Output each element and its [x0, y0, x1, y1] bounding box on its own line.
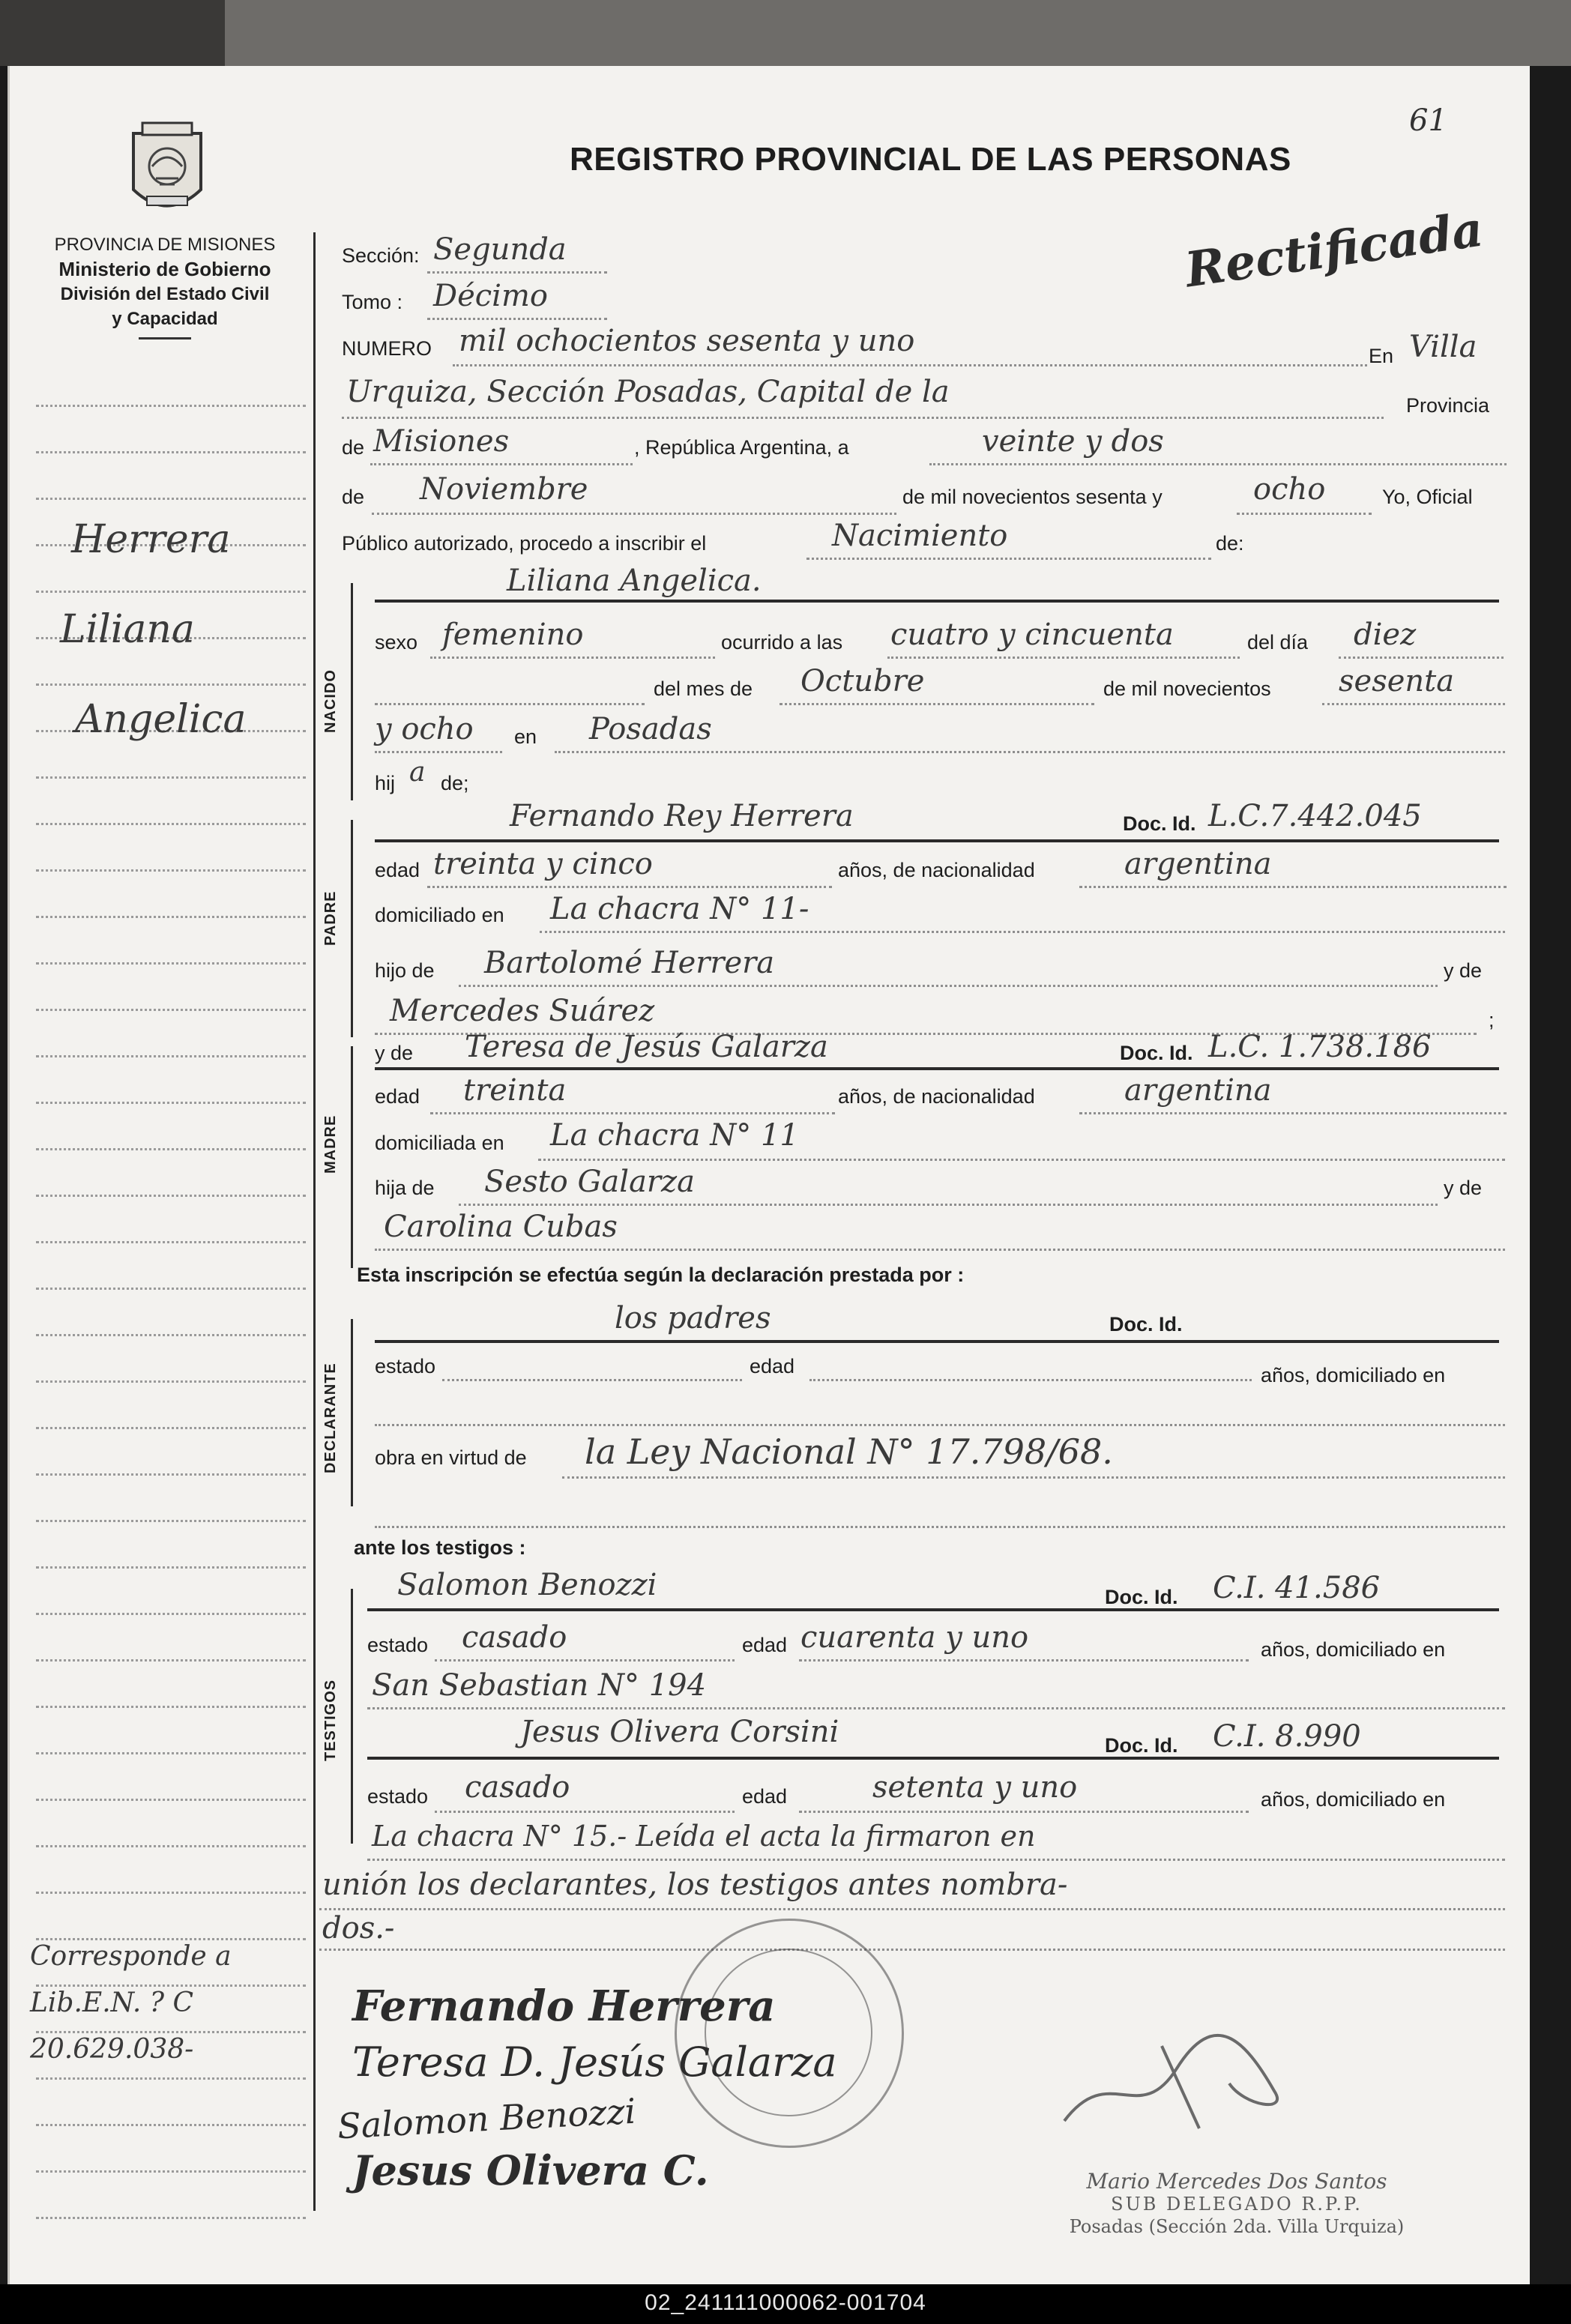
margin-ruled-line: [36, 1799, 306, 1801]
en-value: Villa: [1409, 330, 1477, 364]
padre-name-line: [375, 839, 1499, 842]
testigos-tag: TESTIGOS: [322, 1679, 339, 1761]
margin-ruled-line: [36, 498, 306, 500]
anio-value-1: sesenta: [1339, 664, 1455, 698]
anio-line-1: [1322, 703, 1505, 705]
lugar-line: [555, 751, 1505, 753]
tomo-line: [427, 318, 607, 320]
padre-tag: PADRE: [322, 890, 339, 946]
mes-pre-line: [375, 703, 645, 705]
padre-yde-label: y de: [1444, 959, 1483, 982]
madre-yde2-label: y de: [1444, 1177, 1483, 1199]
margin-ruled-line: [36, 1288, 306, 1290]
testigo2-dom: La chacra N° 15.- Leída el acta la firmaron en: [372, 1820, 1036, 1853]
margin-ruled-line: [36, 1752, 306, 1754]
margin-note-1: Corresponde a: [30, 1941, 232, 1972]
testigo1-estado-line: [435, 1659, 735, 1661]
obra-value: la Ley Nacional N° 17.798/68.: [585, 1431, 1113, 1472]
margin-ruled-line: [36, 2170, 306, 2173]
padre-doc-value: L.C.7.442.045: [1208, 799, 1422, 833]
declarante-estado-line: [442, 1379, 742, 1381]
scan-background-top: [0, 0, 1571, 66]
margin-ruled-line: [36, 2124, 306, 2126]
margin-ruled-line: [36, 591, 306, 593]
nacido-tag: NACIDO: [322, 669, 339, 733]
declarante-doc-label: Doc. Id.: [1109, 1313, 1183, 1335]
padre-dom-value: La chacra N° 11-: [550, 892, 809, 926]
closing-line-2-rule: [319, 1949, 1505, 1951]
madre-madre-line: [375, 1249, 1505, 1251]
signature-witness-2: Jesus Olivera C.: [352, 2146, 709, 2194]
padre-nac-line: [1079, 886, 1507, 888]
nacido-name: Liliana Angelica.: [507, 564, 762, 598]
seccion-label: Sección:: [342, 244, 420, 267]
mil-label: de mil novecientos: [1103, 677, 1271, 700]
issuer-province: PROVINCIA DE MISIONES: [54, 235, 276, 255]
declarante-dom-line: [375, 1424, 1505, 1426]
margin-ruled-line: [36, 1613, 306, 1615]
testigo2-estado: casado: [465, 1770, 570, 1805]
padre-nac-value: argentina: [1124, 847, 1272, 881]
padre-edad-label: edad: [375, 859, 420, 881]
margin-name-1: Liliana: [60, 607, 195, 652]
padre-dom-line: [540, 931, 1505, 933]
testigo2-doc: C.I. 8.990: [1213, 1719, 1361, 1754]
rectification-note: Rectificada: [1181, 201, 1487, 299]
numero-value: mil ochocientos sesenta y uno: [459, 324, 915, 358]
margin-ruled-line: [36, 1520, 306, 1522]
testigo2-dom-line: [367, 1859, 1505, 1861]
dia-label: del día: [1247, 631, 1309, 654]
testigos-intro: ante los testigos :: [354, 1536, 526, 1559]
month-line: [372, 513, 896, 515]
margin-ruled-line: [36, 962, 306, 965]
issuer-ministry: Ministerio de Gobierno: [58, 258, 271, 280]
margin-divider: [313, 232, 316, 2211]
obra-label: obra en virtud de: [375, 1446, 527, 1469]
padre-doc-label: Doc. Id.: [1123, 812, 1196, 835]
closing-line-1: unión los declarantes, los testigos antes nombra-: [322, 1868, 1068, 1902]
testigo2-edad-label: edad: [742, 1785, 788, 1808]
testigo2-doc-label: Doc. Id.: [1105, 1734, 1178, 1757]
testigo1-doc: C.I. 41.586: [1213, 1571, 1381, 1605]
padre-semicolon: ;: [1489, 1009, 1495, 1031]
hijo-de-label: de;: [441, 772, 469, 794]
madre-edad-value: treinta: [463, 1073, 567, 1108]
day-value: veinte y dos: [982, 424, 1164, 459]
margin-ruled-line: [36, 823, 306, 825]
margin-ruled-line: [36, 1659, 306, 1661]
hijo-label: hij: [375, 772, 396, 794]
madre-hija-line: [459, 1204, 1438, 1206]
act-line: [806, 558, 1211, 560]
padre-madre-value: Mercedes Suárez: [390, 994, 655, 1028]
testigo1-estado-label: estado: [367, 1634, 429, 1656]
issuer-division: División del Estado Civil: [60, 284, 270, 304]
margin-ruled-line: [36, 1334, 306, 1336]
de2-label: de: [342, 486, 365, 508]
closing-line-1-rule: [319, 1908, 1505, 1910]
hora-value: cuatro y cincuenta: [890, 618, 1174, 652]
margin-ruled-line: [36, 1566, 306, 1569]
declarante-edad-line: [809, 1379, 1252, 1381]
padre-hijo-label: hijo de: [375, 959, 435, 982]
signature-father: Fernando Herrera: [352, 1982, 776, 2031]
margin-ruled-line: [36, 1985, 306, 1987]
testigo1-name: Salomon Benozzi: [397, 1568, 657, 1602]
madre-anios-label: años, de nacionalidad: [838, 1085, 1035, 1108]
declarante-name-line: [375, 1340, 1499, 1343]
madre-hija-label: hija de: [375, 1177, 435, 1199]
mes-line: [780, 703, 1094, 705]
testigo2-anios-label: años, domiciliado en: [1261, 1788, 1446, 1811]
margin-ruled-line: [36, 916, 306, 918]
testigo1-edad-line: [799, 1659, 1249, 1661]
declarante-intro: Esta inscripción se efectúa según la declaración prestada por :: [357, 1264, 965, 1286]
madre-name: Teresa de Jesús Galarza: [465, 1030, 828, 1064]
official-name: Mario Mercedes Dos Santos: [1086, 2169, 1387, 2194]
provincial-crest-icon: [126, 118, 208, 227]
numero-label: NUMERO: [342, 337, 432, 360]
provincia-label: Provincia: [1406, 394, 1490, 417]
margin-ruled-line: [36, 405, 306, 407]
nacido-name-line: [375, 600, 1499, 603]
official-role: SUB DELEGADO R.P.P.: [1111, 2194, 1363, 2215]
closing-line-2: dos.-: [322, 1911, 395, 1946]
de-line: [370, 463, 633, 465]
margin-note-3: 20.629.038-: [30, 2034, 194, 2065]
margin-surname: Herrera: [71, 517, 231, 562]
year-line: [1237, 513, 1372, 515]
sexo-value: femenino: [442, 618, 584, 652]
de-label: de: [342, 436, 365, 459]
margin-ruled-line: [36, 1195, 306, 1197]
testigo2-estado-label: estado: [367, 1785, 429, 1808]
madre-name-line: [375, 1067, 1499, 1070]
padre-hijo-line: [459, 985, 1438, 987]
margin-ruled-line: [36, 1055, 306, 1057]
madre-edad-label: edad: [375, 1085, 420, 1108]
anio-line-2: [375, 751, 502, 753]
margin-name-2: Angelica: [75, 697, 247, 742]
ocurrido-label: ocurrido a las: [721, 631, 843, 654]
seccion-line: [427, 271, 607, 274]
official-place: Posadas (Sección 2da. Villa Urquiza): [1069, 2216, 1405, 2237]
numero-line: [453, 364, 1367, 366]
hijo-value: a: [409, 757, 426, 788]
issuer-divider: [139, 337, 191, 339]
de-value: Misiones: [373, 424, 510, 459]
seccion-value: Segunda: [433, 232, 567, 267]
margin-ruled-line: [36, 2031, 306, 2033]
lugar-value: Posadas: [589, 712, 712, 746]
margin-ruled-line: [36, 1241, 306, 1243]
year-value: ocho: [1253, 472, 1326, 507]
margin-ruled-line: [36, 1380, 306, 1383]
padre-edad-value: treinta y cinco: [433, 847, 653, 881]
yo-oficial-label: Yo, Oficial: [1382, 486, 1473, 508]
padre-dom-label: domiciliado en: [375, 904, 504, 926]
testigo1-estado: casado: [462, 1620, 567, 1655]
margin-ruled-line: [36, 1706, 306, 1708]
testigo2-name-line: [367, 1757, 1499, 1760]
margin-ruled-line: [36, 451, 306, 453]
declarante-estado-label: estado: [375, 1355, 436, 1377]
declarante-name: los padres: [615, 1301, 771, 1335]
testigo1-dom-line: [367, 1707, 1505, 1709]
testigo2-estado-line: [435, 1811, 735, 1813]
padre-hijo-value: Bartolomé Herrera: [484, 946, 775, 980]
testigo2-edad: setenta y uno: [872, 1770, 1078, 1805]
declarante-tag: DECLARANTE: [322, 1362, 339, 1473]
official-signature-scribble-icon: [1049, 2016, 1319, 2143]
tomo-value: Décimo: [433, 279, 548, 313]
margin-ruled-line: [36, 2217, 306, 2219]
sexo-label: sexo: [375, 631, 418, 654]
madre-dom-label: domiciliada en: [375, 1132, 504, 1154]
margin-ruled-line: [36, 1148, 306, 1150]
tomo-label: Tomo :: [342, 291, 403, 313]
place-line: [342, 417, 1384, 419]
signature-mother: Teresa D. Jesús Galarza: [352, 2038, 837, 2086]
issuer-capacity: y Capacidad: [112, 309, 218, 329]
publico-label: Público autorizado, procedo a inscribir el: [342, 532, 707, 555]
declarante-anios-label: años, domiciliado en: [1261, 1364, 1446, 1386]
margin-ruled-line: [36, 1427, 306, 1429]
anio-value-2: y ocho: [375, 712, 474, 746]
testigo2-edad-line: [799, 1811, 1249, 1813]
testigo1-dom: San Sebastian N° 194: [372, 1668, 707, 1703]
testigo1-edad: cuarenta y uno: [800, 1620, 1029, 1655]
en-nacido-label: en: [514, 725, 537, 748]
dia-line: [1339, 657, 1504, 659]
mes-value: Octubre: [800, 664, 925, 698]
day-line: [929, 463, 1507, 465]
madre-yde-label: y de: [375, 1042, 414, 1064]
madre-doc-label: Doc. Id.: [1120, 1042, 1193, 1064]
mes-label: del mes de: [654, 677, 753, 700]
sexo-line: [430, 657, 715, 659]
month-value: Noviembre: [420, 472, 588, 507]
margin-ruled-line: [36, 1102, 306, 1104]
dia-value: diez: [1354, 618, 1417, 652]
testigo1-name-line: [367, 1608, 1499, 1611]
padre-anios-label: años, de nacionalidad: [838, 859, 1035, 881]
madre-hija-value: Sesto Galarza: [484, 1165, 695, 1199]
testigo1-edad-label: edad: [742, 1634, 788, 1656]
issuing-authority: [30, 232, 300, 339]
scan-caption: 02_241111000062-001704: [645, 2290, 926, 2315]
en-label: En: [1369, 345, 1394, 367]
document-title: REGISTRO PROVINCIAL DE LAS PERSONAS: [570, 141, 1291, 178]
margin-ruled-line: [36, 869, 306, 872]
margin-ruled-line: [36, 776, 306, 779]
official-seal-inner-ring: [705, 1949, 872, 2116]
madre-nac-value: argentina: [1124, 1073, 1272, 1108]
official-block: [1049, 2170, 1424, 2238]
madre-edad-line: [430, 1112, 835, 1114]
margin-ruled-line: [36, 683, 306, 686]
de3-label: de:: [1216, 532, 1244, 555]
padre-name: Fernando Rey Herrera: [510, 799, 854, 833]
declarante-edad-label: edad: [750, 1355, 795, 1377]
margin-ruled-line: [36, 1009, 306, 1011]
margin-ruled-line: [36, 1473, 306, 1476]
margin-ruled-line: [36, 1845, 306, 1847]
obra-line-2: [375, 1526, 1505, 1528]
act-value: Nacimiento: [832, 519, 1008, 553]
madre-dom-line: [538, 1159, 1505, 1161]
republica-label: , República Argentina, a: [634, 436, 849, 459]
signature-witness-1: Salomon Benozzi: [336, 2090, 637, 2147]
margin-ruled-line: [36, 1938, 306, 1940]
madre-doc-value: L.C. 1.738.186: [1208, 1030, 1432, 1064]
page-number: 61: [1409, 103, 1447, 138]
margin-note-2: Lib.E.N. ? C: [30, 1988, 194, 2018]
year-label: de mil novecientos sesenta y: [902, 486, 1163, 508]
madre-madre-value: Carolina Cubas: [384, 1210, 618, 1244]
margin-ruled-line: [36, 1892, 306, 1894]
testigo1-anios-label: años, domiciliado en: [1261, 1638, 1446, 1661]
hora-line: [887, 657, 1240, 659]
madre-nac-line: [1079, 1112, 1507, 1114]
madre-tag: MADRE: [322, 1114, 339, 1174]
place-value: Urquiza, Sección Posadas, Capital de la: [346, 375, 950, 409]
padre-edad-line: [427, 886, 832, 888]
margin-ruled-line: [36, 2077, 306, 2080]
testigo2-name: Jesus Olivera Corsini: [520, 1715, 839, 1749]
obra-line: [562, 1476, 1505, 1479]
madre-dom-value: La chacra N° 11: [550, 1118, 799, 1153]
testigo1-doc-label: Doc. Id.: [1105, 1586, 1178, 1608]
